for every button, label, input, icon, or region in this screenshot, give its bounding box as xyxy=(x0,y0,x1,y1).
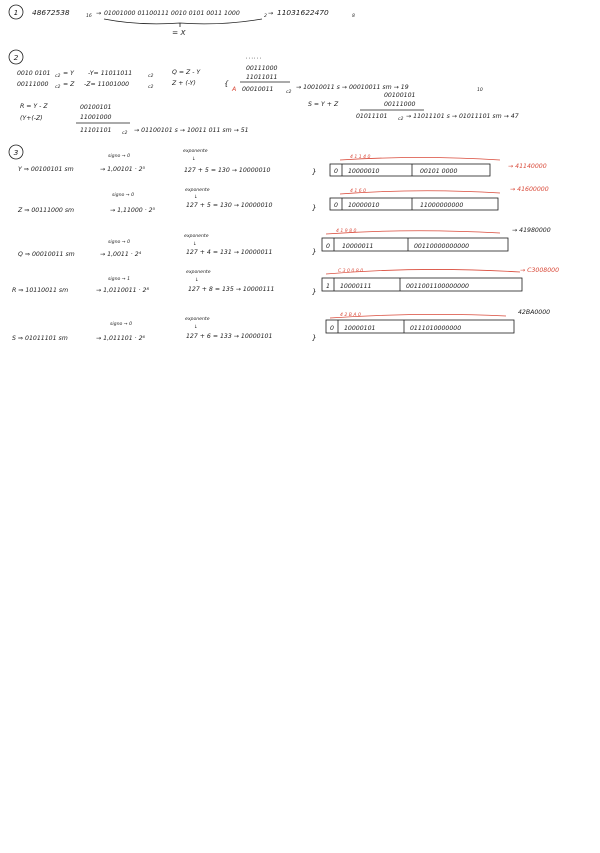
q-carries: ' ' ' ' ' ' xyxy=(246,58,261,63)
section-1 xyxy=(9,5,355,37)
neg-y-base: c2 xyxy=(148,74,154,79)
section-number: 2 xyxy=(13,53,19,62)
neg-z: -Z= 11001000 xyxy=(84,81,130,88)
down-arrow: ↓ xyxy=(194,325,198,330)
section-number: 3 xyxy=(13,148,19,157)
exponent-label: exponente xyxy=(186,270,211,275)
exponent-calc: 127 + 5 = 130 → 10000010 xyxy=(186,202,273,209)
hex-base: 16 xyxy=(86,14,92,19)
z-assign: = Z xyxy=(63,81,75,88)
exponent-label: exponente xyxy=(185,317,210,322)
variable-binary: Z ⇒ 00111000 sm xyxy=(18,207,75,214)
binary-base: 2 xyxy=(264,14,267,19)
r-sum: 11101101 xyxy=(80,127,112,134)
hex-digit-marks: 4 2 B A 0 xyxy=(340,313,361,318)
hex-result: → C3008000 xyxy=(520,267,560,274)
s-definition: S = Y + Z xyxy=(308,101,339,108)
hex-digit-marks: 4 1 6 0 xyxy=(350,189,367,194)
normalized: → 1,00101 · 2⁵ xyxy=(100,166,146,173)
r-addend-a: 00100101 xyxy=(80,104,112,111)
arrow-to-binary: → xyxy=(96,10,102,17)
variable-binary: R ⇒ 10110011 sm xyxy=(12,287,69,294)
section-number: 1 xyxy=(13,8,19,17)
exponent-calc: 127 + 8 = 135 → 10000111 xyxy=(188,286,275,293)
s-sum: 01011101 xyxy=(356,113,388,120)
octal-value: 11031622470 xyxy=(277,8,329,17)
neg-z-base: c2 xyxy=(148,85,154,90)
variable-binary: S ⇒ 01011101 sm xyxy=(12,335,68,342)
float-row-s xyxy=(12,309,550,342)
q-sum: 00010011 xyxy=(242,86,274,93)
sign-bit: 0 xyxy=(334,168,338,175)
exponent-bits: 10000011 xyxy=(342,243,374,250)
section-3 xyxy=(9,145,559,342)
down-arrow: ↓ xyxy=(194,195,198,200)
octal-base: 8 xyxy=(352,14,355,19)
exponent-calc: 127 + 6 = 133 → 10000101 xyxy=(186,333,273,340)
q-result-base: 10 xyxy=(477,88,483,93)
down-arrow: ↓ xyxy=(193,242,197,247)
hex-result: → 41980000 xyxy=(512,227,551,234)
hex-digit-marks: 4 1 1 4 0 xyxy=(350,155,371,160)
variable-binary: Q ⇒ 00010011 sm xyxy=(18,251,75,258)
hex-result: 42BA0000 xyxy=(518,309,551,316)
sign-bit: 0 xyxy=(326,243,330,250)
sign-label: signo → 0 xyxy=(110,322,132,327)
row-brace: } xyxy=(312,203,317,212)
mantissa-bits: 11000000000 xyxy=(420,202,464,209)
z-base: c2 xyxy=(55,85,61,90)
row-brace: } xyxy=(312,247,317,256)
s-sum-base: c2 xyxy=(398,117,404,122)
hex-result: → 41600000 xyxy=(510,186,549,193)
float-row-y xyxy=(18,148,547,176)
sign-label: signo → 0 xyxy=(108,240,130,245)
y-assign: = Y xyxy=(63,70,74,77)
r-addend-b: 11001000 xyxy=(80,114,112,121)
y-binary: 0010 0101 xyxy=(17,70,51,77)
z-binary: 00111000 xyxy=(17,81,49,88)
exponent-bits: 10000101 xyxy=(344,325,376,332)
down-arrow: ↓ xyxy=(195,278,199,283)
normalized: → 1,0110011 · 2⁸ xyxy=(96,287,149,294)
normalized: → 1,0011 · 2⁴ xyxy=(100,251,142,258)
exponent-label: exponente xyxy=(184,234,209,239)
sign-label: signo → 1 xyxy=(108,277,130,282)
arrow-to-octal: → xyxy=(268,10,274,17)
float-row-q xyxy=(18,227,551,258)
r-definition: R = Y - Z xyxy=(20,103,48,110)
q-result: → 10010011 s → 00010011 sm → 19 xyxy=(296,84,409,91)
float-row-r xyxy=(12,267,559,296)
sign-bit: 0 xyxy=(334,202,338,209)
r-sum-base: c2 xyxy=(122,131,128,136)
equals-x: = X xyxy=(172,28,186,37)
hex-input: 48672538 xyxy=(32,8,70,17)
q-definition: Q = Z - Y xyxy=(172,69,201,76)
sign-label: signo → 0 xyxy=(112,193,134,198)
mantissa-bits: 00101 0000 xyxy=(420,168,458,175)
s-addend-b: 00111000 xyxy=(384,101,416,108)
q-overflow-mark: A xyxy=(232,86,237,93)
float-row-z xyxy=(17,186,549,214)
row-brace: } xyxy=(312,287,317,296)
q-sum-base: c2 xyxy=(286,90,292,95)
hex-result: → 41140000 xyxy=(508,163,547,170)
normalized: → 1,11000 · 2⁵ xyxy=(110,207,156,214)
section-2 xyxy=(9,50,519,136)
binary-value: 01001000 01100111 0010 0101 0011 1000 xyxy=(104,10,240,17)
q-addend-a: 00111000 xyxy=(246,65,278,72)
mantissa-bits: 00110000000000 xyxy=(414,243,470,250)
sign-bit: 0 xyxy=(330,325,334,332)
q-rewrite: Z + (-Y) xyxy=(172,80,196,87)
exponent-bits: 10000010 xyxy=(348,202,380,209)
q-brace: { xyxy=(224,79,229,88)
s-result: → 11011101 s → 01011101 sm → 47 xyxy=(406,113,519,120)
normalized: → 1,011101 · 2⁶ xyxy=(96,335,145,342)
exponent-bits: 10000111 xyxy=(340,283,372,290)
r-result: → 01100101 s → 10011 011 sm → 51 xyxy=(134,127,249,134)
q-addend-b: 11011011 xyxy=(246,74,278,81)
variable-binary: Y ⇒ 00100101 sm xyxy=(18,166,74,173)
mantissa-bits: 0011001100000000 xyxy=(406,283,469,290)
neg-y: -Y= 11011011 xyxy=(88,70,133,77)
hex-digit-marks: 4 1 9 8 0 xyxy=(336,229,357,234)
hex-digit-marks: C 3 0 0 8 0 xyxy=(338,269,364,274)
mantissa-bits: 0111010000000 xyxy=(410,325,462,332)
grouping-brace xyxy=(104,19,262,24)
exponent-bits: 10000010 xyxy=(348,168,380,175)
sign-label: signo → 0 xyxy=(108,154,130,159)
exponent-label: exponente xyxy=(183,149,208,154)
exponent-calc: 127 + 5 = 130 → 10000010 xyxy=(184,167,271,174)
y-base: c2 xyxy=(55,74,61,79)
exponent-calc: 127 + 4 = 131 → 10000011 xyxy=(186,249,273,256)
s-addend-a: 00100101 xyxy=(384,92,416,99)
row-brace: } xyxy=(312,167,317,176)
down-arrow: ↓ xyxy=(192,157,196,162)
exponent-label: exponente xyxy=(185,188,210,193)
r-rewrite: (Y+(-Z) xyxy=(20,115,43,122)
row-brace: } xyxy=(312,333,317,342)
sign-bit: 1 xyxy=(326,283,330,290)
